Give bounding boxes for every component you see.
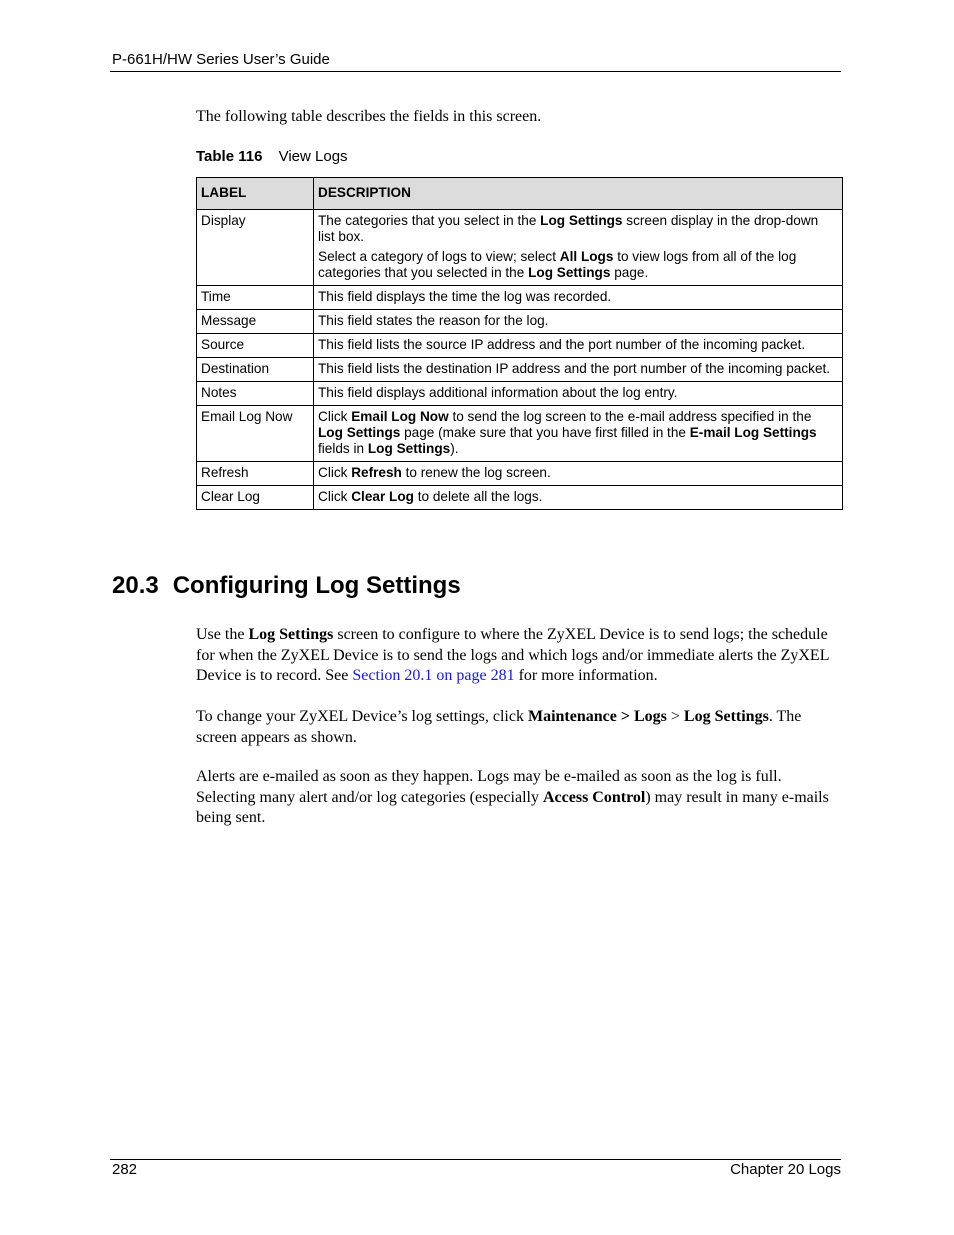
table-row (197, 486, 843, 510)
table-row (197, 334, 843, 358)
table-row (197, 310, 843, 334)
table-caption-title: View Logs (278, 148, 348, 165)
row-description: Click Refresh to renew the log screen. (314, 462, 843, 486)
table-row (197, 406, 843, 462)
section-heading (112, 572, 461, 600)
body-paragraph: Use the Log Settings screen to configure to where the ZyXEL Device is to send logs; the schedule for when the ZyXEL Device is to send the logs and which logs and/or immediate alerts the ZyXEL Device is to record. See Section 20.1 on page 281 for more information. (196, 626, 829, 684)
row-description: This field lists the source IP address and the port number of the incoming packet. (314, 334, 843, 358)
header-description: DESCRIPTION (314, 178, 843, 210)
table-caption (196, 148, 348, 165)
row-description: This field lists the destination IP address and the port number of the incoming packet. (314, 358, 843, 382)
description-paragraph: Select a category of logs to view; select All Logs to view logs from all of the log categories that you selected in the Log Settings page. (318, 249, 797, 280)
footer-rule (110, 1159, 841, 1160)
table-row (197, 382, 843, 406)
row-label: Notes (197, 382, 314, 406)
description-paragraph: The categories that you select in the Log Settings screen display in the drop-down list box. (318, 213, 819, 244)
page-number: 282 (112, 1161, 138, 1178)
header-label: LABEL (197, 178, 314, 210)
header-rule (110, 71, 841, 72)
row-label: Source (197, 334, 314, 358)
intro-paragraph: The following table describes the fields in this screen. (196, 108, 542, 125)
chapter-title: Chapter 20 Logs (730, 1161, 841, 1178)
row-description: Click Clear Log to delete all the logs. (314, 486, 843, 510)
table-row (197, 286, 843, 310)
row-description: This field displays the time the log was recorded. (314, 286, 843, 310)
row-label: Display (197, 210, 314, 286)
table-header-row (197, 178, 843, 210)
section-cross-reference-link[interactable]: Section 20.1 on page 281 (352, 667, 515, 684)
view-logs-table (196, 177, 843, 510)
row-description (314, 210, 843, 286)
row-label: Email Log Now (197, 406, 314, 462)
row-description: This field displays additional information about the log entry. (314, 382, 843, 406)
row-label: Time (197, 286, 314, 310)
section-title: Configuring Log Settings (172, 572, 461, 599)
row-label: Destination (197, 358, 314, 382)
row-description: This field states the reason for the log. (314, 310, 843, 334)
body-paragraph: Alerts are e-mailed as soon as they happen. Logs may be e-mailed as soon as the log is full. Selecting many alert and/or log categories (especially Access Control) may result in many e-mails being sent. (196, 768, 829, 826)
table-row (197, 210, 843, 286)
row-description: Click Email Log Now to send the log screen to the e-mail address specified in the Log Settings page (make sure that you have first filled in the E-mail Log Settings fields in Log Settings). (314, 406, 843, 462)
body-paragraph: To change your ZyXEL Device’s log settings, click Maintenance > Logs > Log Settings. The screen appears as shown. (196, 708, 802, 746)
table-row (197, 462, 843, 486)
table-caption-number: Table 116 (196, 148, 263, 165)
row-label: Refresh (197, 462, 314, 486)
section-number: 20.3 (112, 572, 159, 599)
table-row (197, 358, 843, 382)
row-label: Message (197, 310, 314, 334)
row-label: Clear Log (197, 486, 314, 510)
running-header-title: P-661H/HW Series User’s Guide (112, 51, 330, 68)
